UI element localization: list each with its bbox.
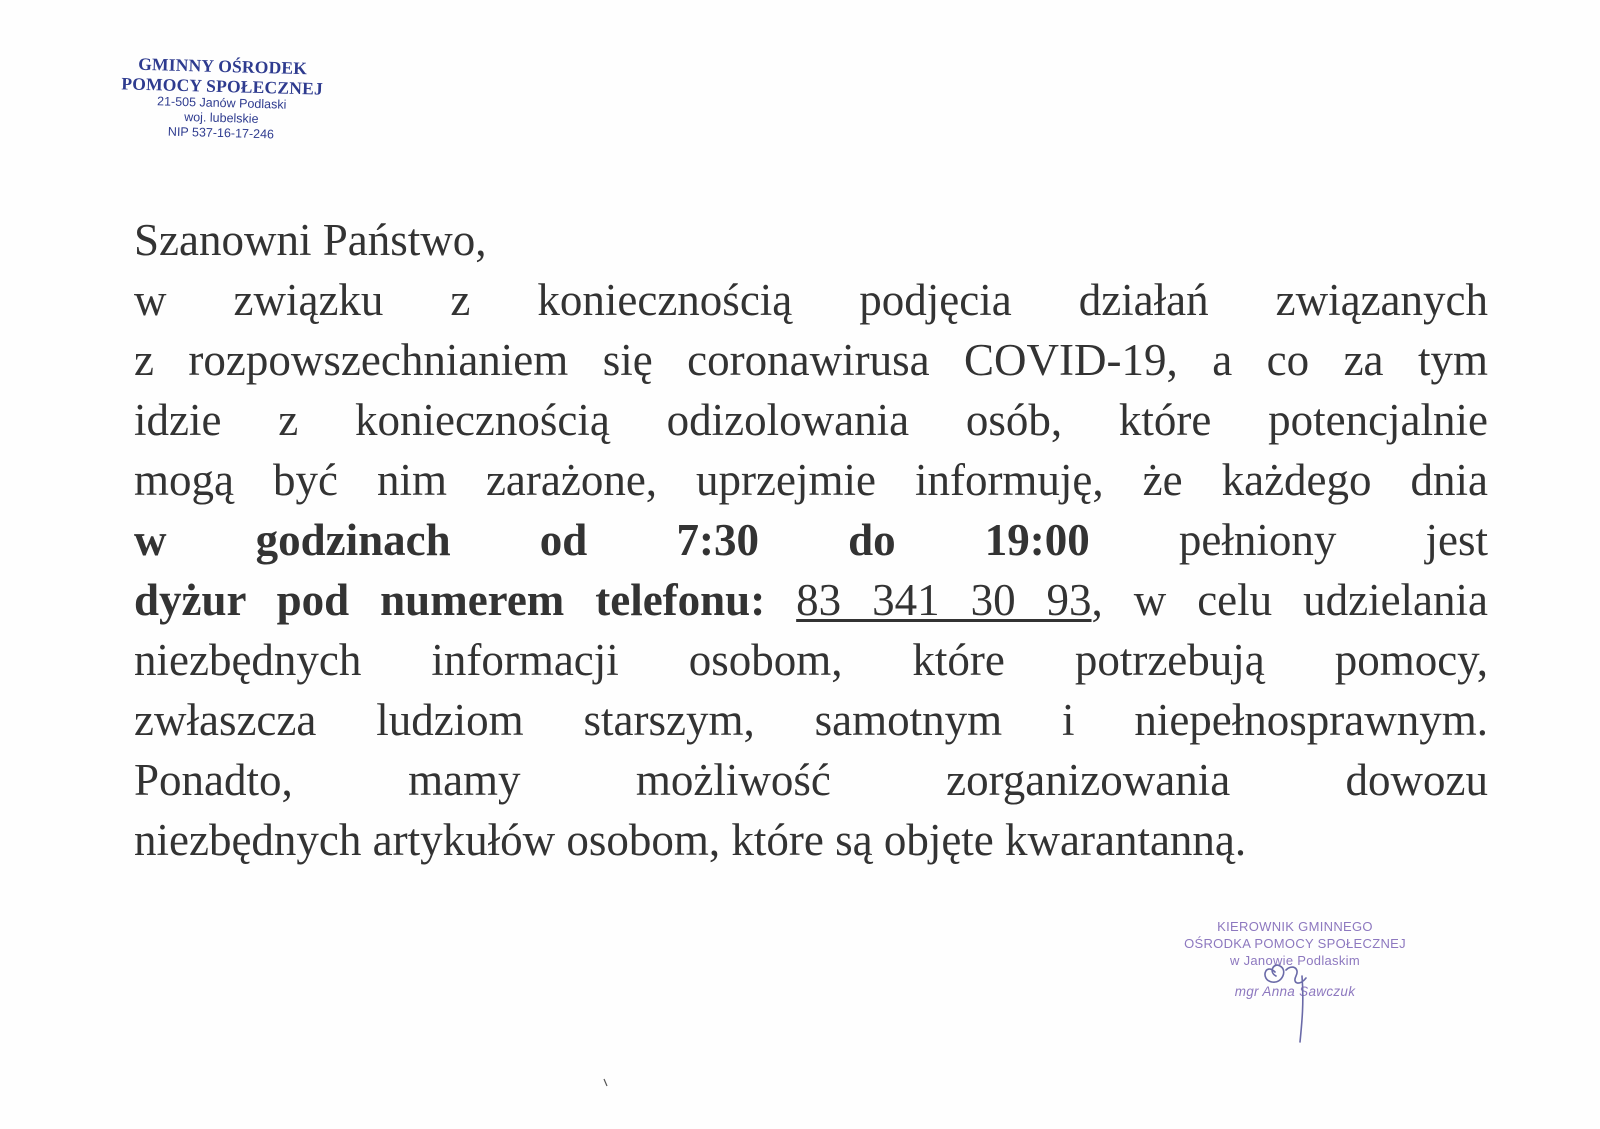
stamp-line-2: POMOCY SPOŁECZNEJ bbox=[121, 73, 324, 99]
handwritten-signature bbox=[1230, 942, 1350, 1052]
letter-line-1: w związku z koniecznością podjęcia działań związanych bbox=[134, 275, 1488, 325]
hours-emphasis: w godzinach od 7:30 do 19:00 bbox=[134, 515, 1090, 565]
letter-line-2: z rozpowszechnianiem się coronawirusa COVID-19, a co za tym bbox=[134, 335, 1488, 385]
phone-number: 83 341 30 93 bbox=[796, 575, 1092, 625]
stamp-nip: NIP 537-16-17-246 bbox=[167, 124, 275, 142]
stamp-region: woj. lubelskie bbox=[183, 110, 259, 126]
stamp-address: 21-505 Janów Podlaski bbox=[156, 94, 287, 112]
letter-body bbox=[134, 210, 1488, 870]
institution-stamp bbox=[106, 53, 338, 144]
letter-line-7: niezbędnych informacji osobom, które potrzebują pomocy, bbox=[134, 635, 1488, 685]
letter-line-8: zwłaszcza ludziom starszym, samotnym i niepełnosprawnym. bbox=[134, 695, 1488, 745]
letter-line-3: idzie z koniecznością odizolowania osób, które potencjalnie bbox=[134, 395, 1488, 445]
letter-line-5 bbox=[134, 510, 1488, 570]
letter-line-10: niezbędnych artykułów osobom, które są objęte kwarantanną. bbox=[134, 815, 1247, 865]
duty-emphasis: dyżur pod numerem telefonu: bbox=[134, 575, 797, 625]
letter-line-9: Ponadto, mamy możliwość zorganizowania dowozu bbox=[134, 755, 1488, 805]
letter-line-5-rest: pełniony jest bbox=[1089, 515, 1488, 565]
stamp-line-1: GMINNY OŚRODEK bbox=[138, 53, 308, 79]
signature-title-2: OŚRODKA POMOCY SPOŁECZNEJ bbox=[1184, 936, 1406, 951]
signature-title-1: KIEROWNIK GMINNEGO bbox=[1217, 919, 1373, 934]
scan-speck bbox=[603, 1078, 609, 1088]
signature-title-3: w Janowie Podlaskim bbox=[1230, 953, 1360, 968]
signature-name: mgr Anna Sawczuk bbox=[1234, 984, 1356, 999]
letter-line-4: mogą być nim zarażone, uprzejmie informuję, że każdego dnia bbox=[134, 455, 1488, 505]
letter-line-6-rest: , w celu udzielania bbox=[1091, 575, 1488, 625]
letter-line-6 bbox=[134, 570, 1488, 630]
letter-greeting: Szanowni Państwo, bbox=[134, 215, 487, 265]
